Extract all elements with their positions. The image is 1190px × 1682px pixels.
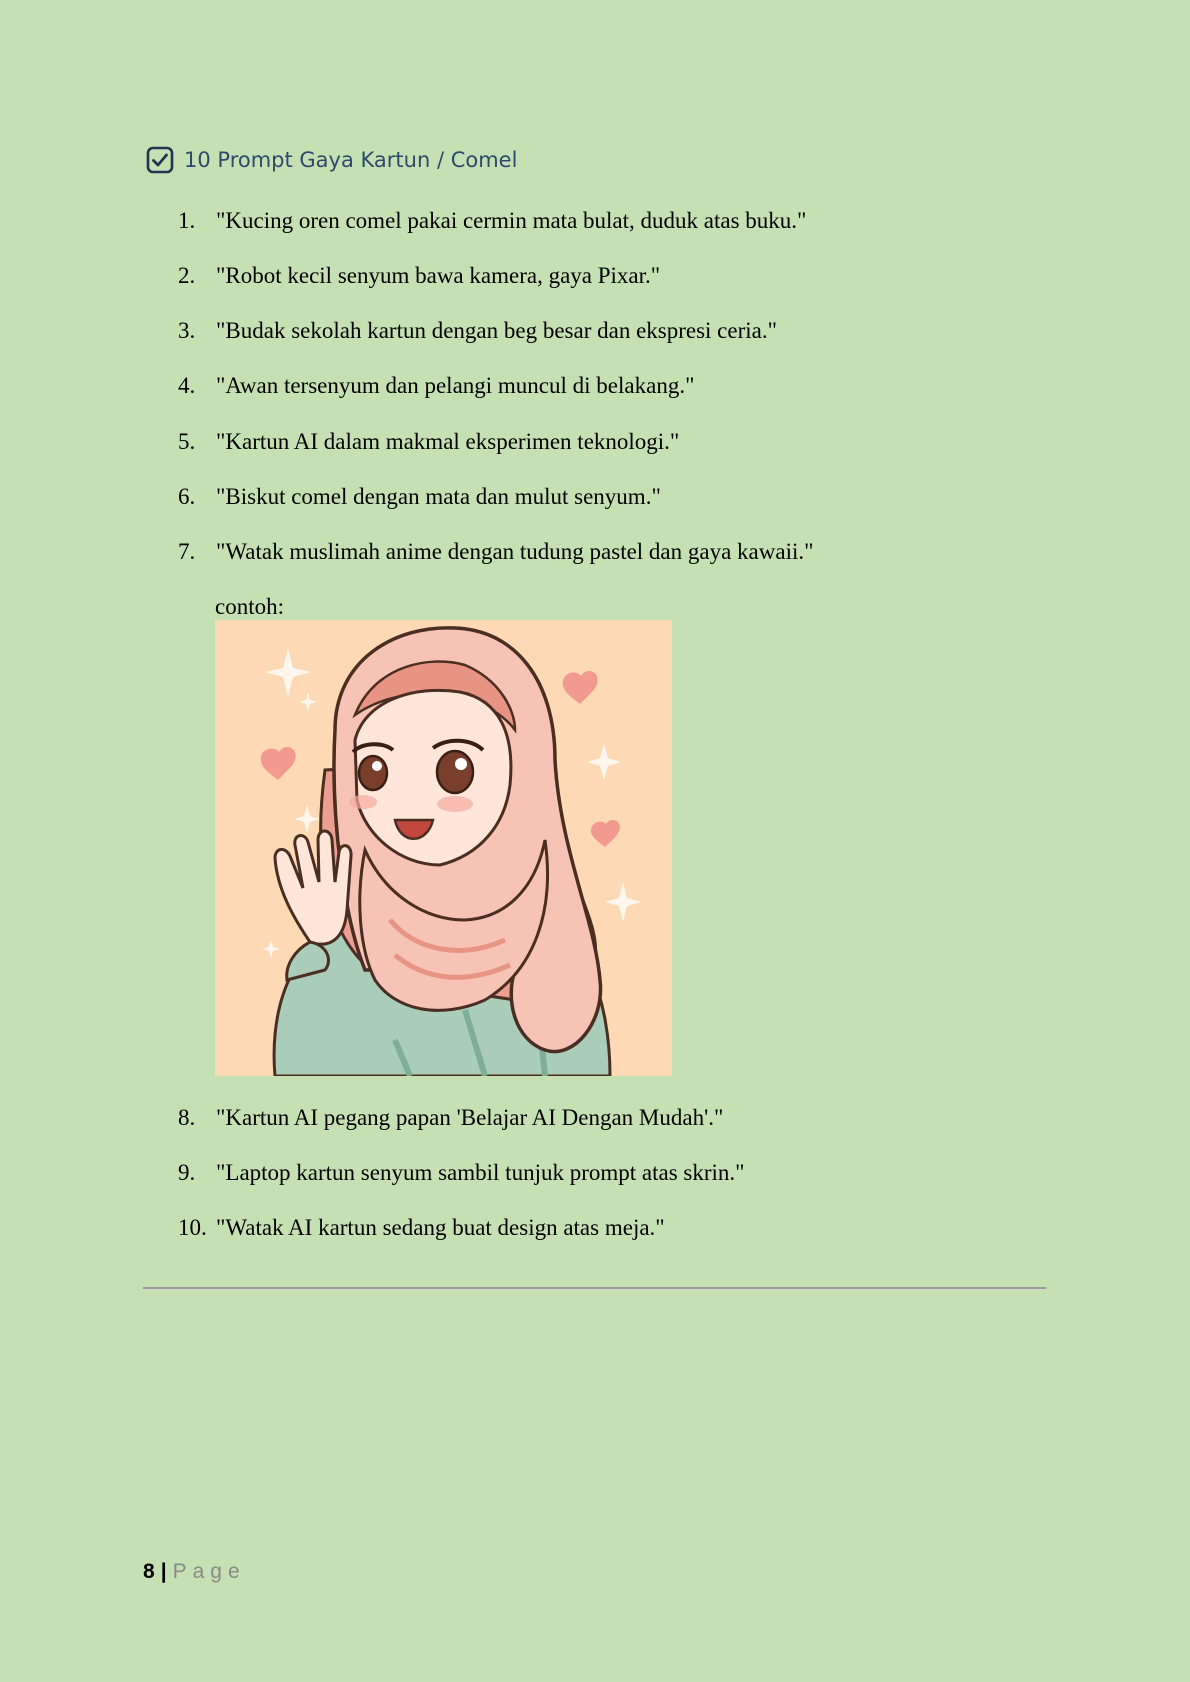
list-item (178, 317, 777, 345)
example-label: contoh: (215, 594, 284, 619)
list-item-text: "Watak muslimah anime dengan tudung pastel dan gaya kawaii." (216, 539, 814, 564)
list-item-number: 10. (178, 1215, 207, 1240)
list-item (178, 1104, 723, 1132)
list-item (178, 538, 814, 566)
list-item (178, 207, 806, 235)
list-item (178, 428, 679, 456)
horizontal-divider (143, 1287, 1046, 1290)
list-item-number: 6. (178, 484, 196, 509)
list-item (178, 483, 661, 511)
list-item-number: 2. (178, 263, 196, 288)
section-heading-text: 10 Prompt Gaya Kartun / Comel (184, 148, 518, 172)
checkbox-icon (146, 146, 174, 174)
footer-separator: | (160, 1560, 167, 1583)
list-item-text: "Budak sekolah kartun dengan beg besar dan ekspresi ceria." (216, 318, 777, 343)
page-label: Page (172, 1560, 246, 1583)
list-item (178, 1214, 665, 1242)
list-item-text: "Biskut comel dengan mata dan mulut senyum." (216, 484, 661, 509)
list-item (178, 262, 660, 290)
page-number: 8 (143, 1560, 155, 1583)
page-footer (143, 1560, 246, 1584)
hijab-girl-illustration (215, 620, 672, 1076)
list-item-number: 5. (178, 429, 196, 454)
list-item-number: 1. (178, 208, 196, 233)
list-item-text: "Kucing oren comel pakai cermin mata bulat, duduk atas buku." (216, 208, 807, 233)
list-item-text: "Awan tersenyum dan pelangi muncul di belakang." (216, 373, 695, 398)
list-item-number: 8. (178, 1105, 196, 1130)
list-item-text: "Kartun AI pegang papan 'Belajar AI Dengan Mudah'." (216, 1105, 724, 1130)
list-item (178, 1159, 745, 1187)
section-heading (146, 146, 517, 174)
list-item (178, 372, 694, 400)
list-item-text: "Kartun AI dalam makmal eksperimen teknologi." (216, 429, 680, 454)
list-item-text: "Watak AI kartun sedang buat design atas meja." (216, 1215, 665, 1240)
list-item-number: 9. (178, 1160, 196, 1185)
list-item-text: "Robot kecil senyum bawa kamera, gaya Pixar." (216, 263, 661, 288)
list-item-number: 4. (178, 373, 196, 398)
list-item-number: 3. (178, 318, 196, 343)
list-item-number: 7. (178, 539, 196, 564)
list-item-text: "Laptop kartun senyum sambil tunjuk prompt atas skrin." (216, 1160, 745, 1185)
